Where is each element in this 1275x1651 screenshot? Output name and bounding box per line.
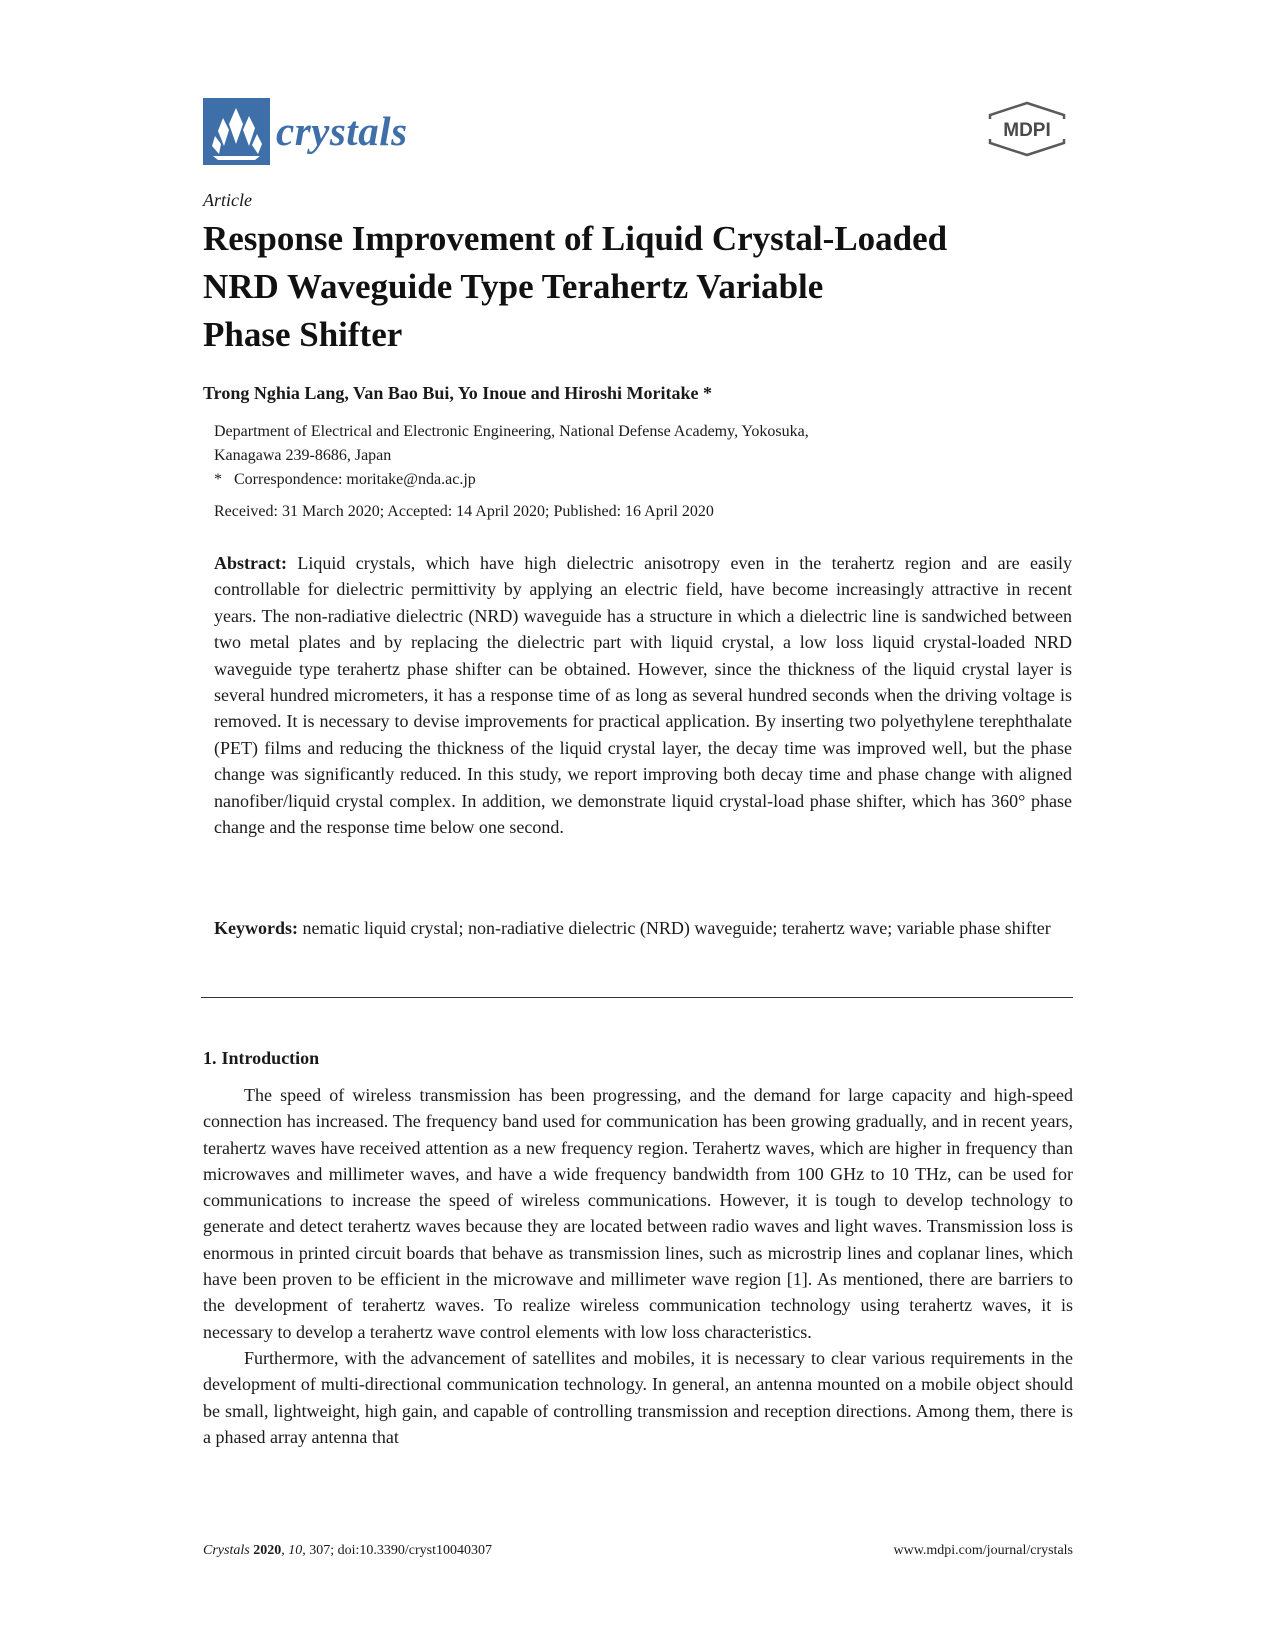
section-number: 1. <box>203 1048 217 1068</box>
section-heading <box>203 1048 319 1069</box>
section-body <box>203 1082 1073 1450</box>
affiliation-line: Department of Electrical and Electronic Engineering, National Defense Academy, Yokosuka, <box>214 423 809 440</box>
section-title: Introduction <box>221 1048 320 1068</box>
publisher-logo <box>984 100 1070 158</box>
affiliation-line: Kanagawa 239-8686, Japan <box>214 447 392 464</box>
correspondence <box>214 468 1084 492</box>
section-divider <box>201 997 1073 998</box>
publication-dates: Received: 31 March 2020; Accepted: 14 April 2020; Published: 16 April 2020 <box>214 503 714 520</box>
paragraph: The speed of wireless transmission has been progressing, and the demand for large capacity and high-speed connection has increased. The frequency band used for communication has been growing gradually, and in recent years, terahertz waves have received attention as a new frequency region. Terahertz waves, which are higher in frequency than microwaves and millimeter waves, and have a wide frequency bandwidth from 100 GHz to 10 THz, can be used for communications to increase the speed of wireless communications. However, it is tough to develop technology to generate and detect terahertz waves because they are located between radio waves and light waves. Transmission loss is enormous in printed circuit boards that behave as transmission lines, such as microstrip lines and coplanar lines, which have been proven to be efficient in the microwave and millimeter wave region [1]. As mentioned, there are barriers to the development of terahertz waves. To realize wireless communication technology using terahertz waves, it is necessary to develop a terahertz wave control elements with low loss characteristics. <box>203 1085 1073 1342</box>
citation-footer: Crystals 2020, 10, 307; doi:10.3390/cryst10040307 <box>203 1543 492 1558</box>
correspondence-marker: * <box>214 471 222 488</box>
footer-journal: Crystals <box>203 1543 250 1558</box>
title-line: Phase Shifter <box>203 315 403 354</box>
article-type: Article <box>203 190 252 210</box>
paper-title <box>203 215 1103 359</box>
journal-logo-text: crystals <box>276 108 408 154</box>
keywords-text: nematic liquid crystal; non-radiative dielectric (NRD) waveguide; terahertz wave; variable phase shifter <box>302 918 1051 938</box>
journal-logo <box>203 98 408 165</box>
publisher-logo-text: MDPI <box>1003 120 1051 141</box>
keywords <box>214 915 1072 941</box>
footer-doi: , 307; doi:10.3390/cryst10040307 <box>302 1543 492 1558</box>
title-line: NRD Waveguide Type Terahertz Variable <box>203 267 824 306</box>
abstract <box>214 550 1072 840</box>
journal-url[interactable]: www.mdpi.com/journal/crystals <box>893 1543 1073 1558</box>
paragraph: Furthermore, with the advancement of satellites and mobiles, it is necessary to clear various requirements in the development of multi-directional communication technology. In general, an antenna mounted on a mobile object should be small, lightweight, high gain, and capable of controlling transmission and reception directions. Among them, there is a phased array antenna that <box>203 1347 1073 1447</box>
abstract-label: Abstract: <box>214 553 287 573</box>
correspondence-email[interactable]: Correspondence: moritake@nda.ac.jp <box>234 471 476 488</box>
keywords-label: Keywords: <box>214 918 298 938</box>
footer-volume: 10 <box>288 1543 303 1558</box>
footer-year: 2020 <box>253 1543 282 1558</box>
affiliation-block <box>214 420 1084 492</box>
abstract-text: Liquid crystals, which have high dielectric anisotropy even in the terahertz region and are easily controllable for dielectric permittivity by applying an electric field, have become increasingly attractive in recent years. The non-radiative dielectric (NRD) waveguide has a structure in which a dielectric line is sandwiched between two metal plates and by replacing the dielectric part with liquid crystal, a low loss liquid crystal-loaded NRD waveguide type terahertz phase shifter can be obtained. However, since the thickness of the liquid crystal layer is several hundred micrometers, it has a response time of as long as several hundred seconds when the driving voltage is removed. It is necessary to devise improvements for practical application. By inserting two polyethylene terephthalate (PET) films and reducing the thickness of the liquid crystal layer, the decay time was improved well, but the phase change was significantly reduced. In this study, we report improving both decay time and phase change with aligned nanofiber/liquid crystal complex. In addition, we demonstrate liquid crystal-load phase shifter, which has 360° phase change and the response time below one second. <box>214 553 1073 838</box>
author-list: Trong Nghia Lang, Van Bao Bui, Yo Inoue and Hiroshi Moritake * <box>203 383 712 403</box>
crystal-icon <box>203 98 270 165</box>
title-line: Response Improvement of Liquid Crystal-Loaded <box>203 219 948 258</box>
